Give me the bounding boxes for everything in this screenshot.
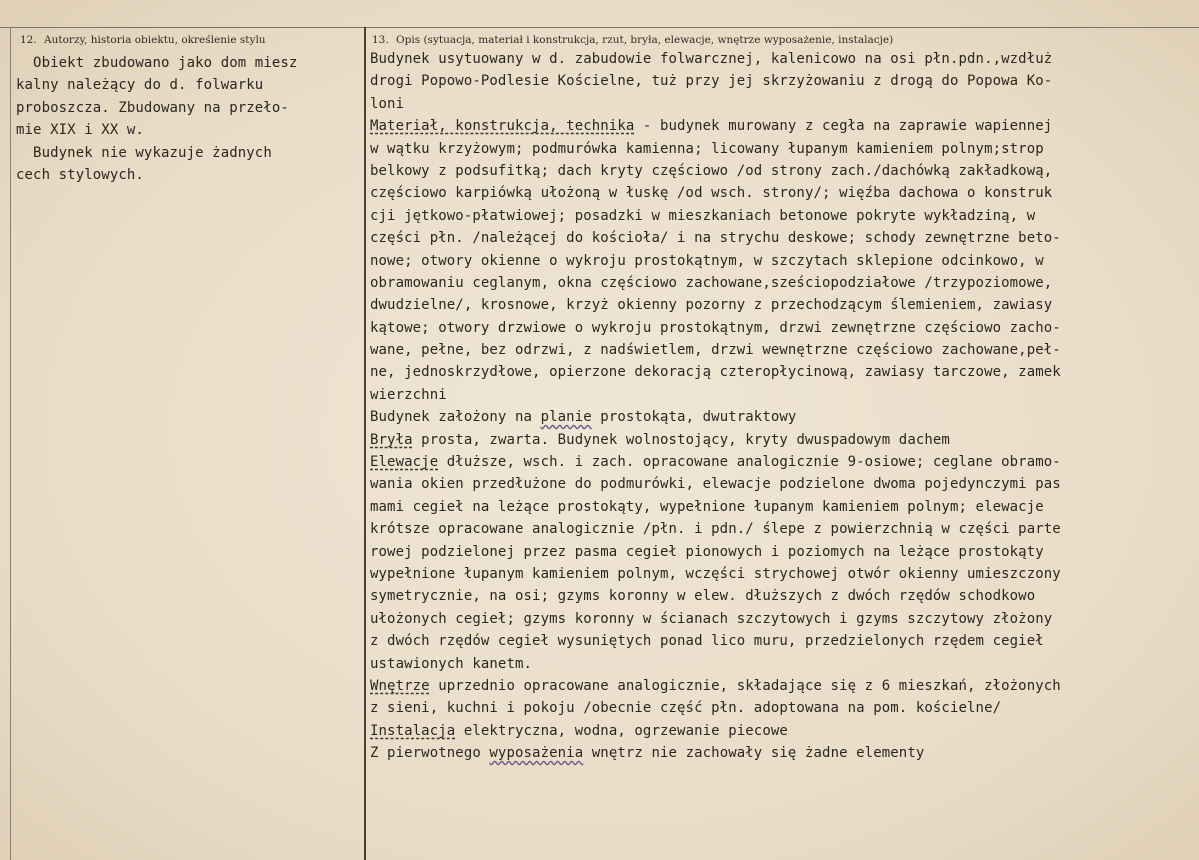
underlined-section-keyword: Elewacje	[370, 454, 439, 471]
description-text-line	[370, 697, 1198, 719]
description-text-line	[370, 294, 1198, 316]
description-text-segment: loni	[370, 95, 405, 112]
description-text-segment: kątowe; otwory drzwiowe o wykroju prostokątnym, drzwi zewnętrzne częściowo zacho-	[370, 319, 1061, 336]
description-text-line	[370, 563, 1198, 585]
description-text-segment: elektryczna, wodna, ogrzewanie piecowe	[455, 722, 788, 739]
underlined-section-keyword: Wnętrze	[370, 677, 430, 694]
description-text-segment: wnętrz nie zachowały się żadne elementy	[583, 745, 925, 762]
description-text-segment: ułożonych cegieł; gzyms koronny w ścianach szczytowych i gzyms szczytowy złożony	[370, 610, 1053, 627]
description-text-segment: wierzchni	[370, 386, 447, 403]
section-13-heading	[372, 34, 893, 46]
description-text-segment: w wątku krzyżowym; podmurówka kamienna; licowany łupanym kamieniem polnym;strop	[370, 140, 1044, 157]
description-text-segment: wypełnione łupanym kamieniem polnym, wczęści strychowej otwór okienny umieszczony	[370, 565, 1061, 582]
description-text-segment: prostokąta, dwutraktowy	[591, 409, 797, 426]
description-text-line	[370, 384, 1198, 406]
description-text-segment: z dwóch rzędów cegieł wysuniętych ponad lico muru, przedzielonych rzędem cegieł	[370, 633, 1044, 650]
underlined-section-keyword: Materiał, konstrukcja, technika	[370, 118, 635, 135]
form-left-edge	[10, 27, 11, 860]
description-text-segment: - budynek murowany z cegła na zaprawie wapiennej	[634, 118, 1053, 135]
description-text-segment: uprzednio opracowane analogicznie, składające się z 6 mieszkań, złożonych	[429, 677, 1061, 694]
description-text-segment: dwudzielne/, krosnowe, krzyż okienny pozorny z przechodzącym ślemieniem, zawiasy	[370, 297, 1053, 314]
description-text-segment: części płn. /należącej do kościoła/ i na strychu deskowe; schody zewnętrzne beto-	[370, 230, 1061, 247]
description-text-segment: drogi Popowo-Podlesie Kościelne, tuż przy jej skrzyżowaniu z drogą do Popowa Ko-	[370, 73, 1053, 90]
description-text-line	[370, 250, 1198, 272]
description-text-line	[370, 720, 1198, 742]
column-divider	[364, 27, 366, 860]
description-text-line	[370, 182, 1198, 204]
description-text-column	[370, 48, 1198, 765]
history-text-line: Budynek nie wykazuje żadnych	[16, 144, 272, 161]
description-text-line	[370, 317, 1198, 339]
description-text-line	[370, 93, 1198, 115]
description-text-segment: belkowy z podsufitką; dach kryty częściowo /od strony zach./dachówką zakładkową,	[370, 162, 1053, 179]
history-text-line: mie XIX i XX w.	[16, 122, 144, 139]
description-text-line	[370, 473, 1198, 495]
description-text-line	[370, 115, 1198, 137]
history-text-line: Obiekt zbudowano jako dom miesz	[16, 55, 298, 71]
description-text-segment: dłuższe, wsch. i zach. opracowane analogicznie 9-osiowe; ceglane obramo-	[438, 454, 1061, 471]
description-text-line	[370, 339, 1198, 361]
description-text-line	[370, 406, 1198, 428]
description-text-line	[370, 541, 1198, 563]
description-text-segment: z sieni, kuchni i pokoju /obecnie część płn. adoptowana na pom. kościelne/	[370, 700, 1002, 717]
section-12-number: 12.	[20, 34, 37, 46]
history-text-line: kalny należący do d. folwarku	[16, 77, 264, 94]
section-12-title: Autorzy, historia obiektu, określenie stylu	[44, 34, 266, 46]
description-text-line	[370, 518, 1198, 540]
underlined-section-keyword: Instalacja	[370, 722, 456, 739]
description-text-segment: krótsze opracowane analogicznie /płn. i pdn./ ślepe z powierzchnią w części parte	[370, 521, 1061, 538]
description-text-segment: cji jętkowo-płatwiowej; posadzki w mieszkaniach betonowe pokryte wykładziną, w	[370, 207, 1036, 224]
description-text-segment: ne, jednoskrzydłowe, opierzone dekoracją czteropłycinową, zawiasy tarczowe, zamek	[370, 364, 1061, 381]
description-text-line	[370, 451, 1198, 473]
description-text-segment: częściowo karpiówką ułożoną w łuskę /od wsch. strony/; więźba dachowa o konstruk	[370, 185, 1053, 202]
description-text-line	[370, 429, 1198, 451]
section-13-number: 13.	[372, 34, 389, 46]
history-text-line: cech stylowych.	[16, 166, 144, 183]
description-text-line	[370, 585, 1198, 607]
description-text-segment: Budynek założony na	[370, 409, 541, 426]
description-text-line	[370, 138, 1198, 160]
history-text-column	[16, 52, 362, 186]
form-top-rule	[0, 27, 1199, 28]
description-text-segment: symetrycznie, na osi; gzyms koronny w elew. dłuższych z dwóch rzędów schodkowo	[370, 588, 1036, 605]
underlined-section-keyword: wyposażenia	[489, 745, 584, 762]
description-text-segment: nowe; otwory okienne o wykroju prostokątnym, w szczytach sklepione odcinkowo, w	[370, 252, 1044, 269]
description-text-segment: prosta, zwarta. Budynek wolnostojący, kryty dwuspadowym dachem	[412, 431, 950, 448]
description-text-segment: wane, pełne, bez odrzwi, z nadświetlem, drzwi wewnętrzne częściowo zachowane,peł-	[370, 342, 1061, 359]
description-text-line	[370, 70, 1198, 92]
description-text-line	[370, 653, 1198, 675]
description-text-line	[370, 227, 1198, 249]
description-text-segment: wania okien przedłużone do podmurówki, elewacje podzielone dwoma pojedynczymi pas	[370, 476, 1061, 493]
description-text-line	[370, 630, 1198, 652]
history-text-line: proboszcza. Zbudowany na przeło-	[16, 99, 289, 116]
description-text-segment: ustawionych kanetm.	[370, 655, 533, 672]
underlined-section-keyword: planie	[540, 409, 592, 426]
description-text-segment: Budynek usytuowany w d. zabudowie folwarcznej, kalenicowo na osi płn.pdn.,wzdłuż	[370, 51, 1053, 67]
description-text-line	[370, 205, 1198, 227]
description-text-segment: Z pierwotnego	[370, 745, 490, 762]
description-text-segment: mami cegieł na leżące prostokąty, wypełnione łupanym kamieniem polnym; elewacje	[370, 498, 1044, 515]
description-text-line	[370, 48, 1198, 70]
description-text-line	[370, 675, 1198, 697]
description-text-line	[370, 742, 1198, 764]
section-13-title: Opis (sytuacja, materiał i konstrukcja, rzut, bryła, elewacje, wnętrze wyposażenie, instalacje)	[396, 34, 894, 46]
description-text-line	[370, 272, 1198, 294]
underlined-section-keyword: Bryła	[370, 431, 413, 448]
description-text-line	[370, 608, 1198, 630]
description-text-line	[370, 496, 1198, 518]
description-text-segment: obramowaniu ceglanym, okna częściowo zachowane,sześciopodziałowe /trzypoziomowe,	[370, 274, 1053, 291]
section-12-heading	[20, 34, 266, 46]
description-text-segment: rowej podzielonej przez pasma cegieł pionowych i poziomych na leżące prostokąty	[370, 543, 1044, 560]
description-text-line	[370, 361, 1198, 383]
description-text-line	[370, 160, 1198, 182]
